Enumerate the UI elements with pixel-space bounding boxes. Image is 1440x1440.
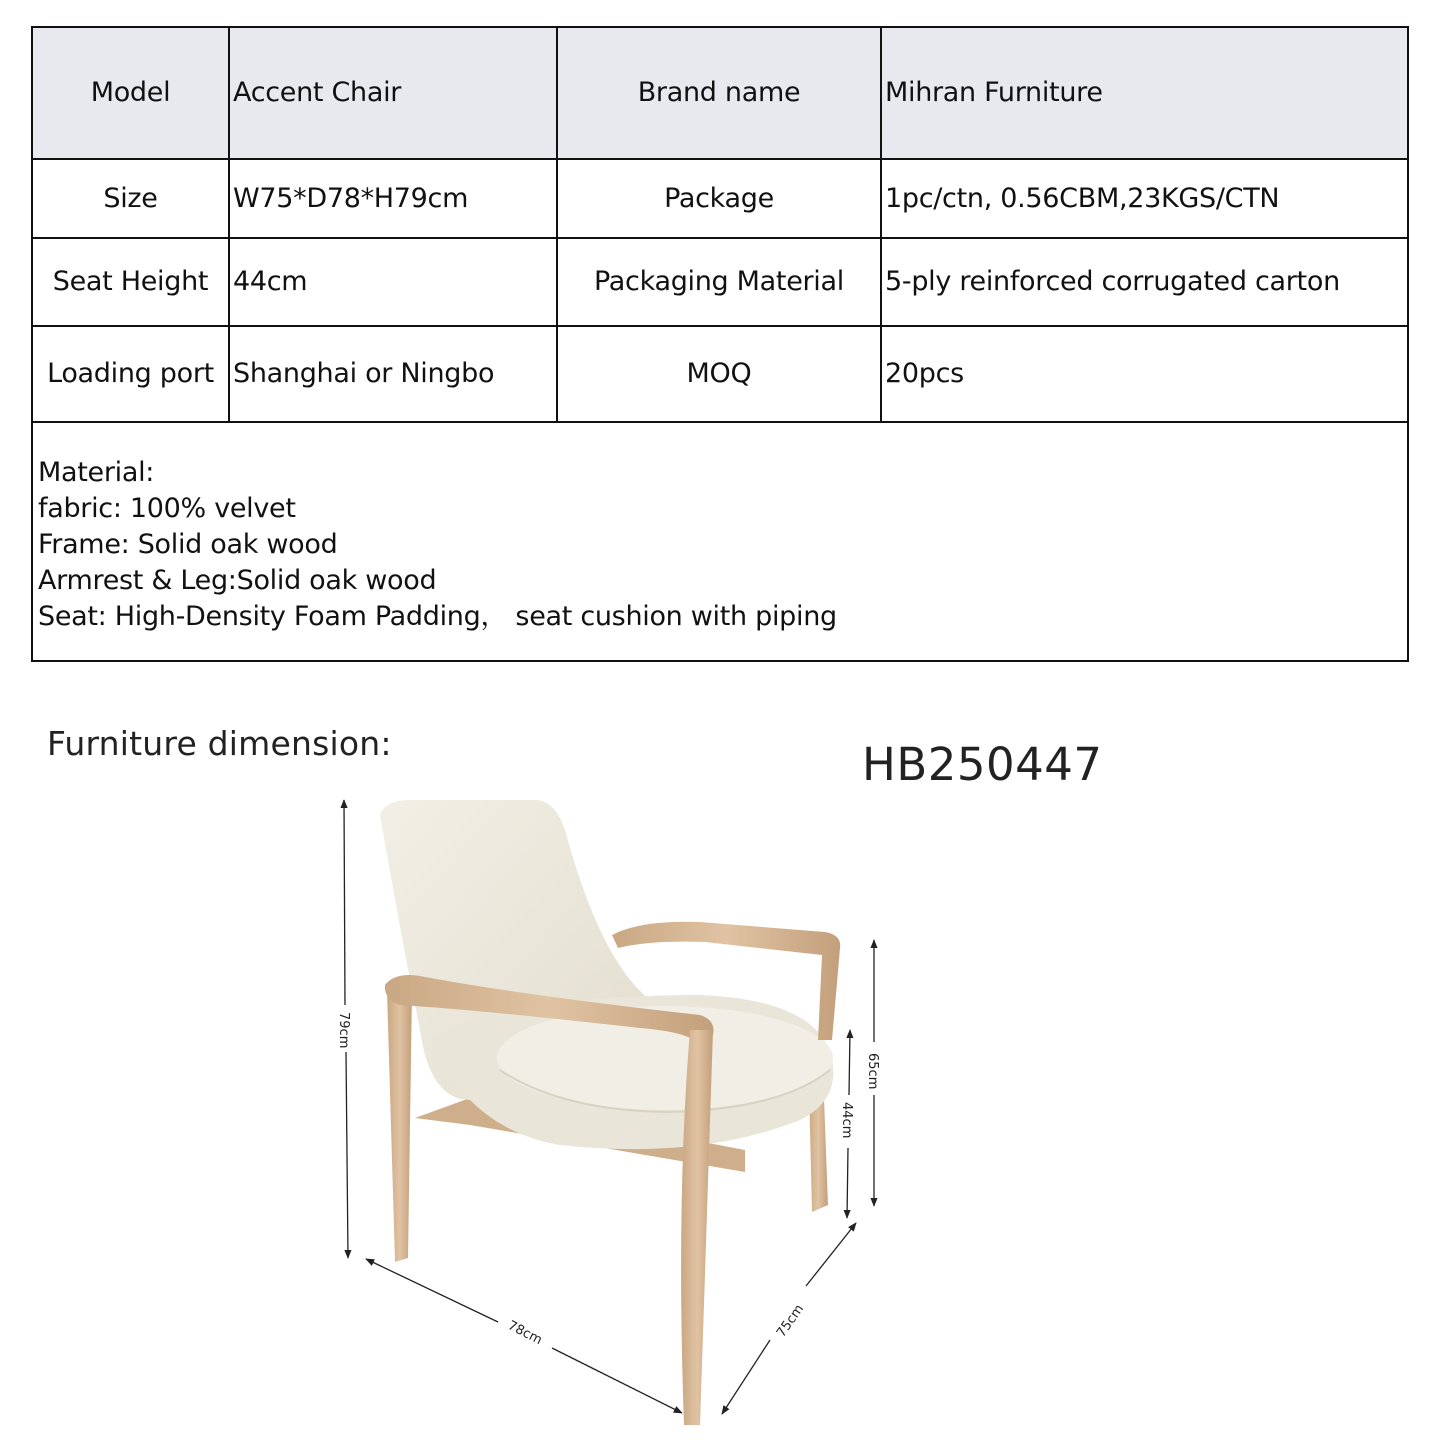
brand-value: Mihran Furniture [881, 27, 1408, 159]
material-line-armrest: Armrest & Leg:Solid oak wood [38, 565, 437, 596]
table-row [32, 159, 1408, 238]
packaging-material-label: Packaging Material [557, 238, 881, 326]
table-row-header [32, 27, 1408, 159]
seat-height-value: 44cm [229, 238, 557, 326]
depth-dimension-label: 78cm [505, 1318, 545, 1349]
arm-height-dimension-label: 65cm [865, 1053, 880, 1090]
loading-port-value: Shanghai or Ningbo [229, 326, 557, 422]
material-line-seat: Seat: High-Density Foam Padding， seat cushion with piping [38, 601, 837, 632]
table-row [32, 238, 1408, 326]
model-label: Model [32, 27, 229, 159]
furniture-dimension-title: Furniture dimension: [47, 724, 392, 763]
material-cell [32, 422, 1408, 661]
packaging-material-value: 5-ply reinforced corrugated carton [881, 238, 1408, 326]
dimension-lines [344, 800, 874, 1414]
table-row-material [32, 422, 1408, 661]
loading-port-label: Loading port [32, 326, 229, 422]
material-line-frame: Frame: Solid oak wood [38, 529, 338, 560]
size-label: Size [32, 159, 229, 238]
seat-height-label: Seat Height [32, 238, 229, 326]
brand-label: Brand name [557, 27, 881, 159]
height-dimension-label: 79cm [336, 1012, 351, 1049]
model-code: HB250447 [862, 738, 1103, 791]
package-label: Package [557, 159, 881, 238]
material-line-fabric: fabric: 100% velvet [38, 493, 296, 524]
moq-value: 20pcs [881, 326, 1408, 422]
width-dimension-label: 75cm [773, 1301, 808, 1341]
chair-image [380, 800, 840, 1425]
package-value: 1pc/ctn, 0.56CBM,23KGS/CTN [881, 159, 1408, 238]
moq-label: MOQ [557, 326, 881, 422]
material-title: Material: [38, 457, 155, 488]
spec-table [31, 26, 1409, 662]
table-row [32, 326, 1408, 422]
model-value: Accent Chair [229, 27, 557, 159]
size-value: W75*D78*H79cm [229, 159, 557, 238]
seat-height-dimension-label: 44cm [839, 1102, 854, 1139]
